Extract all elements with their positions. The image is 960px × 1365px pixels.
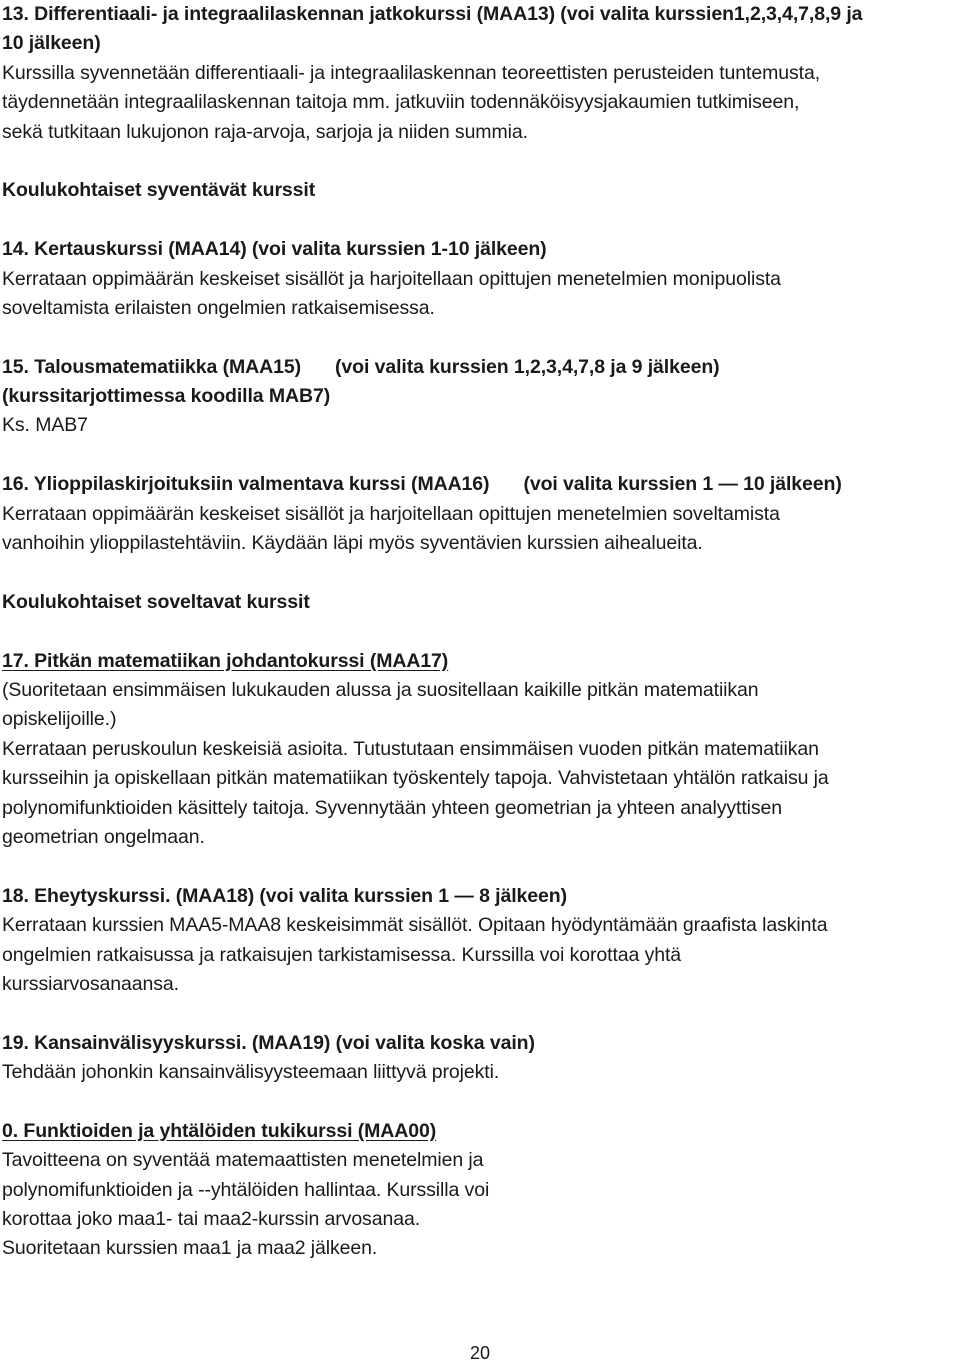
course-14-body-line: soveltamista erilaisten ongelmien ratkaisemisessa. <box>2 296 435 319</box>
course-16-heading <box>2 470 958 499</box>
course-18-body-line: Kerrataan kurssien MAA5-MAA8 keskeisimmät sisällöt. Opitaan hyödyntämään graafista laskinta <box>2 914 828 937</box>
course-13-body-line: Kurssilla syvennetään differentiaali- ja integraalilaskennan teoreettisten perusteiden tuntemusta, <box>2 61 821 84</box>
course-13-body-line: täydennetään integraalilaskennan taitoja mm. jatkuviin todennäköisyysjakaumien tutkimiseen, <box>2 91 800 114</box>
section-heading-applied: Koulukohtaiset soveltavat kurssit <box>2 590 310 613</box>
course-0-title: Funktioiden ja yhtälöiden tukikurssi (MAA00) <box>23 1119 437 1142</box>
course-0-body-line: korottaa joko maa1- tai maa2-kurssin arvosanaa. <box>2 1208 421 1231</box>
course-18-body-line: ongelmien ratkaisussa ja ratkaisujen tarkistamisessa. Kurssilla voi korottaa yhtä <box>2 943 682 966</box>
course-15-heading <box>2 353 958 382</box>
course-18-heading: 18. Eheytyskurssi. (MAA18) (voi valita kurssien 1 — 8 jälkeen) <box>2 884 567 907</box>
course-17-body-line: polynomifunktioiden käsittely taitoja. Syvennytään yhteen geometrian ja yhteen analyyttisen <box>2 796 783 819</box>
course-13-heading: 13. Differentiaali- ja integraalilaskennan jatkokurssi (MAA13) (voi valita kurssien1,2,3,4,7,8,9 ja <box>2 3 863 25</box>
course-13-body-line: sekä tutkitaan lukujonon raja-arvoja, sarjoja ja niiden summia. <box>2 120 528 143</box>
course-0-body-line: polynomifunktioiden ja --yhtälöiden hallintaa. Kurssilla voi <box>2 1178 490 1201</box>
course-18-body-line: kurssiarvosanaansa. <box>2 972 179 995</box>
course-15-body-line: Ks. MAB7 <box>2 414 88 437</box>
course-19-body-line: Tehdään johonkin kansainvälisyysteemaan liittyvä projekti. <box>2 1061 500 1084</box>
page-number: 20 <box>469 1343 491 1363</box>
course-15-title: 15. Talousmatematiikka (MAA15) <box>2 355 301 378</box>
course-19-heading: 19. Kansainvälisyyskurssi. (MAA19) (voi valita koska vain) <box>2 1031 535 1054</box>
course-17-number: 17. <box>2 649 35 672</box>
course-16-title: 16. Ylioppilaskirjoituksiin valmentava kurssi (MAA16) <box>2 473 490 496</box>
course-17-title: Pitkän matematiikan johdantokurssi (MAA17) <box>34 649 449 672</box>
document-page <box>2 0 958 1264</box>
course-14-body-line: Kerrataan oppimäärän keskeiset sisällöt ja harjoitellaan opittujen menetelmien monipuolista <box>2 267 781 290</box>
course-0-body-line: Tavoitteena on syventää matemaattisten menetelmien ja <box>2 1149 484 1172</box>
course-16-body-line: Kerrataan oppimäärän keskeiset sisällöt ja harjoitellaan opittujen menetelmien soveltamista <box>2 502 780 525</box>
course-0-body-line: Suoritetaan kurssien maa1 ja maa2 jälkeen. <box>2 1237 378 1260</box>
course-17-body-line: opiskelijoille.) <box>2 708 117 731</box>
course-17-body-line: (Suoritetaan ensimmäisen lukukauden alussa ja suositellaan kaikille pitkän matematiikan <box>2 678 759 701</box>
course-16-prerequisites: (voi valita kurssien 1 — 10 jälkeen) <box>523 473 842 496</box>
course-15-prerequisites: (voi valita kurssien 1,2,3,4,7,8 ja 9 jälkeen) <box>335 355 720 378</box>
section-heading-deepening: Koulukohtaiset syventävät kurssit <box>2 179 316 202</box>
course-15-heading-cont: (kurssitarjottimessa koodilla MAB7) <box>2 385 331 408</box>
course-0-number: 0. <box>2 1119 24 1142</box>
course-17-body-line: Kerrataan peruskoulun keskeisiä asioita. Tutustutaan ensimmäisen vuoden pitkän matematiikan <box>2 737 819 760</box>
course-17-body-line: kursseihin ja opiskellaan pitkän matematiikan työskentely tapoja. Vahvistetaan yhtälön ratkaisu ja <box>2 767 829 790</box>
course-0-heading <box>2 1117 958 1146</box>
course-14-heading: 14. Kertauskurssi (MAA14) (voi valita kurssien 1-10 jälkeen) <box>2 238 547 261</box>
course-16-body-line: vanhoihin ylioppilastehtäviin. Käydään läpi myös syventävien kurssien aihealueita. <box>2 532 703 555</box>
course-13-heading-cont: 10 jälkeen) <box>2 32 101 55</box>
course-17-heading <box>2 647 958 676</box>
course-17-body-line: geometrian ongelmaan. <box>2 825 205 848</box>
